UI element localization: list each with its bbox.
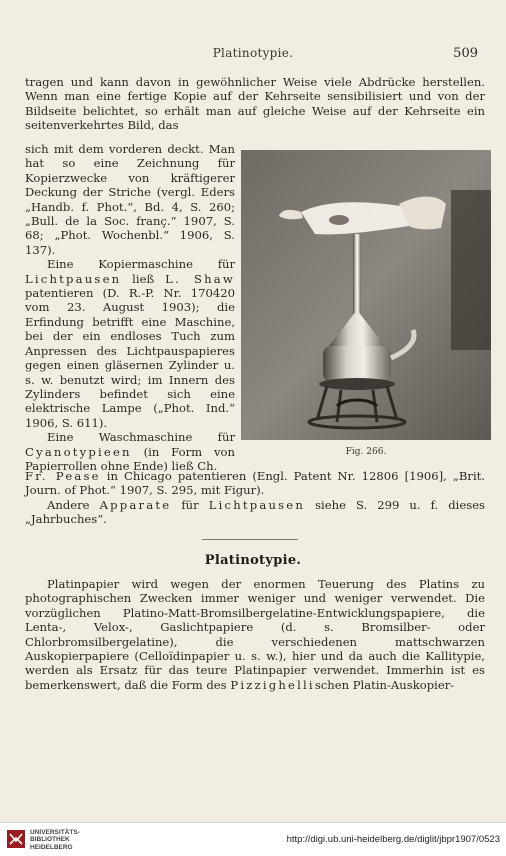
viewer-footer (0, 822, 506, 856)
paragraph-pease: Fr. Pease in Chicago patentieren (Engl. Patent Nr. 12806 [1906], „Brit. Journ. of Phot.“ 1907, S. 295, mit Figur). (25, 469, 485, 498)
section-divider (202, 539, 298, 540)
permalink-url[interactable]: http://digi.ub.uni-heidelberg.de/diglit/jbpr1907/0523 (286, 834, 500, 845)
page-number: 509 (453, 46, 478, 61)
spaced-term-lichtpausen-2: Lichtpausen (208, 497, 306, 512)
paragraph-platinpapier: Platinpapier wird wegen der enormen Teuerung des Platins zu photographischen Zwecken immer weniger und weniger verwendet. Die vorzüglichen Platino-Matt-Bromsilbergelatine-Entwicklungspapiere, die Lenta-, Velox-, Gaslichtpapiere (d. s. Bromsilber- oder Chlorbromsilbergelatine), die verschiedenen mattschwarzen Auskopierpapiere (Celloïdinpapier u. s. w.), hier und da auch die Kallitypie, werden als Ersatz für das teure Platinpapier verwendet. Immerhin ist es bemerkenswert, daß die Form des Pizzighellischen Platin-Auskopier- (25, 577, 485, 692)
library-logo-icon[interactable] (6, 827, 30, 851)
section-heading: Platinotypie. (204, 553, 302, 568)
running-title: Platinotypie. (212, 46, 294, 60)
opening-paragraph (25, 75, 485, 133)
left-column-text (25, 142, 235, 473)
spaced-term-lichtpausen: Lichtpausen (25, 271, 122, 286)
person-name-shaw: L. Shaw (165, 271, 235, 286)
figure-caption: Fig. 266. (345, 447, 387, 457)
library-logo-text: UNIVERSITÄTS- BIBLIOTHEK HEIDELBERG (30, 829, 80, 851)
funnel-apparatus-illustration (241, 150, 491, 440)
platinotypie-section (25, 577, 485, 692)
paragraph-kopiermaschine: Eine Kopiermaschine für Lichtpausen ließ L. Shaw patentieren (D. R.-P. Nr. 170420 vom 23. August 1903); die Erfindung betrifft eine Maschine, bei der ein endloses Tuch zum Anpressen des Lichtpauspapieres gegen einen gläsernen Zylinder u. s. w. benutzt wird; im Innern des Zylinders befindet sich eine elektrische Lampe („Phot. Ind.“ 1906, S. 611). (25, 257, 235, 430)
spaced-term-cyanotypieen: Cyanotypieen (25, 444, 132, 459)
person-name-pizzighelli: Pizzighelli (230, 677, 315, 692)
person-name-pease: Fr. Pease (25, 469, 101, 483)
paragraph-waschmaschine: Eine Waschmaschine für Cyanotypieen (in Form von Papierrollen ohne Ende) ließ Ch. (25, 430, 235, 473)
paragraph-eder: sich mit dem vorderen deckt. Man hat so eine Zeichnung für Kopierzwecke von kräftigerer Deckung der Striche (vergl. Eders „Handb. f. Phot.“, Bd. 4, S. 260; „Bull. de la Soc. franç.“ 1907, S. 68; „Phot. Wochenbl.“ 1906, S. 137). (25, 142, 235, 257)
wide-continuation (25, 469, 485, 527)
running-head (0, 46, 506, 62)
paragraph-andere-apparate: Andere Apparate für Lichtpausen siehe S. 299 u. f. dieses „Jahrbuches“. (25, 497, 486, 527)
opening-lines: tragen und kann davon in gewöhnlicher Weise viele Abdrücke herstellen. Wenn man eine fertige Kopie auf der Kehrseite sensibilisiert und von der Bildseite belichtet, so erhält man auf gleiche Weise auf der Kehrseite ein seitenverkehrtes Bild, das (25, 75, 485, 133)
figure-photo (241, 150, 491, 440)
spaced-term-apparate: Apparate (99, 497, 172, 512)
